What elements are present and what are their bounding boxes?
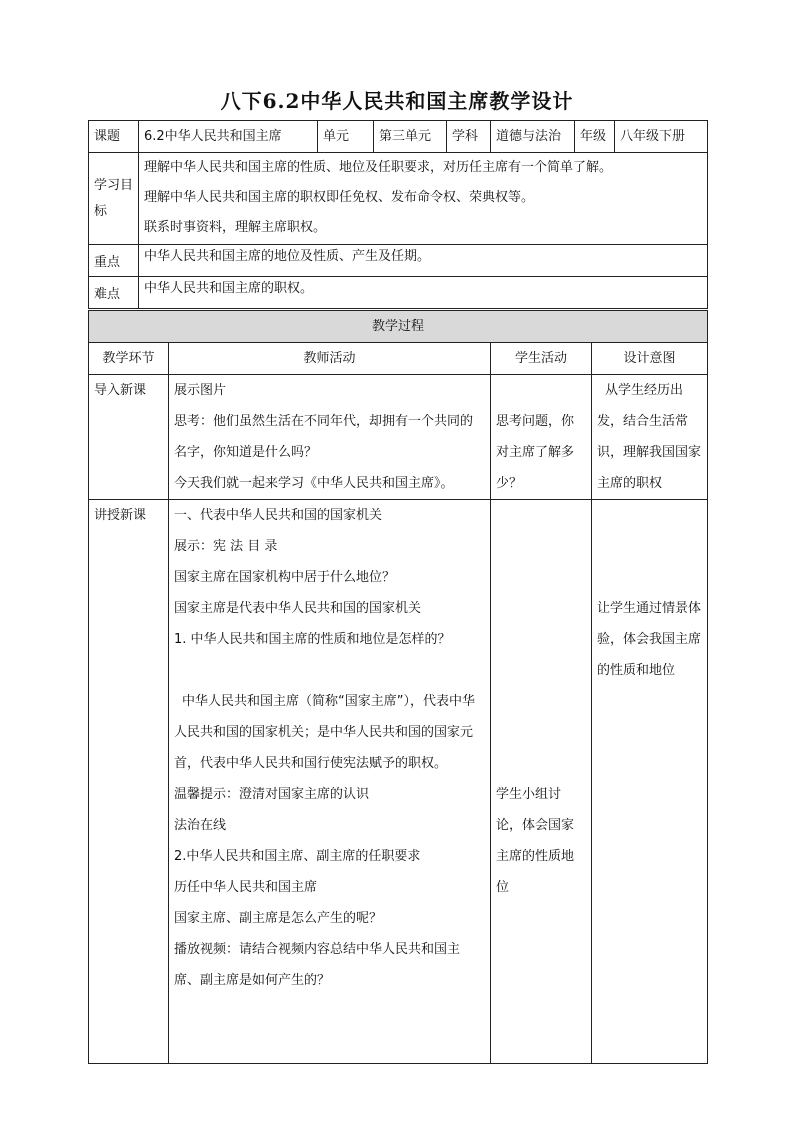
lesson-teacher-line: 国家主席、副主席是怎么产生的呢？	[174, 911, 383, 926]
lesson-teacher-line: 2.中华人民共和国主席、副主席的任职要求	[174, 849, 421, 864]
unit-label: 单元	[318, 121, 374, 153]
intro-intent: 从学生经历出发，结合生活常识，理解我国国家主席的职权	[592, 375, 708, 500]
lesson-teacher-line: 展示：宪 法 目 录	[174, 539, 278, 554]
intro-teacher-cell	[169, 375, 491, 500]
goal-item: 联系时事资料，理解主席职权。	[144, 220, 327, 235]
topic-label: 课题	[89, 121, 139, 153]
intro-teacher-line: 思考：他们虽然生活在不同年代，却拥有一个共同的名字，你知道是什么吗？	[174, 414, 474, 460]
lesson-teacher-line	[174, 655, 485, 686]
column-header-student: 学生活动	[491, 343, 592, 375]
lesson-teacher-line: 国家主席是代表中华人民共和国的国家机关	[174, 601, 422, 616]
column-header-intent: 设计意图	[592, 343, 708, 375]
lesson-teacher-line: 一、代表中华人民共和国的国家机关	[174, 508, 383, 523]
goal-item: 理解中华人民共和国主席的性质、地位及任职要求，对历任主席有一个简单了解。	[144, 160, 613, 175]
subject-value: 道德与法治	[491, 121, 575, 153]
lesson-teacher-line: 历任中华人民共和国主席	[174, 880, 318, 895]
intro-student: 思考问题，你对主席了解多少？	[491, 375, 592, 500]
goals-cell	[139, 153, 708, 245]
lesson-student: 学生小组讨论，体会国家主席的性质地位	[491, 500, 592, 1064]
intro-stage: 导入新课	[89, 375, 169, 500]
key-point-value: 中华人民共和国主席的地位及性质、产生及任期。	[139, 245, 708, 277]
lesson-teacher-cell	[169, 500, 491, 1064]
key-point-label: 重点	[89, 245, 139, 277]
course-info-table	[88, 120, 708, 309]
process-header: 教学过程	[89, 311, 708, 343]
grade-value: 八年级下册	[615, 121, 708, 153]
difficult-point-label: 难点	[89, 277, 139, 309]
grade-label: 年级	[575, 121, 615, 153]
lesson-teacher-line: 中华人民共和国主席（简称“国家主席”），代表中华人民共和国的国家机关；是中华人民共和国的国家元首，代表中华人民共和国行使宪法赋予的职权。	[174, 694, 475, 771]
page-title: 八下6.2中华人民共和国主席教学设计	[220, 89, 574, 113]
lesson-teacher-line: 法治在线	[174, 818, 227, 833]
teaching-process-table	[88, 310, 708, 1064]
intro-teacher-line: 今天我们就一起来学习《中华人民共和国主席》。	[174, 476, 454, 491]
unit-value: 第三单元	[374, 121, 447, 153]
lesson-teacher-line: 国家主席在国家机构中居于什么地位？	[174, 570, 396, 585]
lesson-teacher-line: 1. 中华人民共和国主席的性质和地位是怎样的？	[174, 632, 451, 647]
goals-label: 学习目标	[89, 153, 139, 245]
column-header-teacher: 教师活动	[169, 343, 491, 375]
intro-teacher-line: 展示图片	[174, 383, 227, 398]
lesson-intent: 让学生通过情景体验，体会我国主席的性质和地位	[592, 500, 708, 1064]
subject-label: 学科	[447, 121, 491, 153]
lesson-teacher-line: 温馨提示：澄清对国家主席的认识	[174, 787, 370, 802]
lesson-stage: 讲授新课	[89, 500, 169, 1064]
lesson-teacher-line: 播放视频：请结合视频内容总结中华人民共和国主席、副主席是如何产生的？	[174, 942, 461, 988]
goal-item: 理解中华人民共和国主席的职权即任免权、发布命令权、荣典权等。	[144, 190, 535, 205]
column-header-stage: 教学环节	[89, 343, 169, 375]
difficult-point-value: 中华人民共和国主席的职权。	[139, 277, 708, 309]
topic-value: 6.2中华人民共和国主席	[139, 121, 318, 153]
